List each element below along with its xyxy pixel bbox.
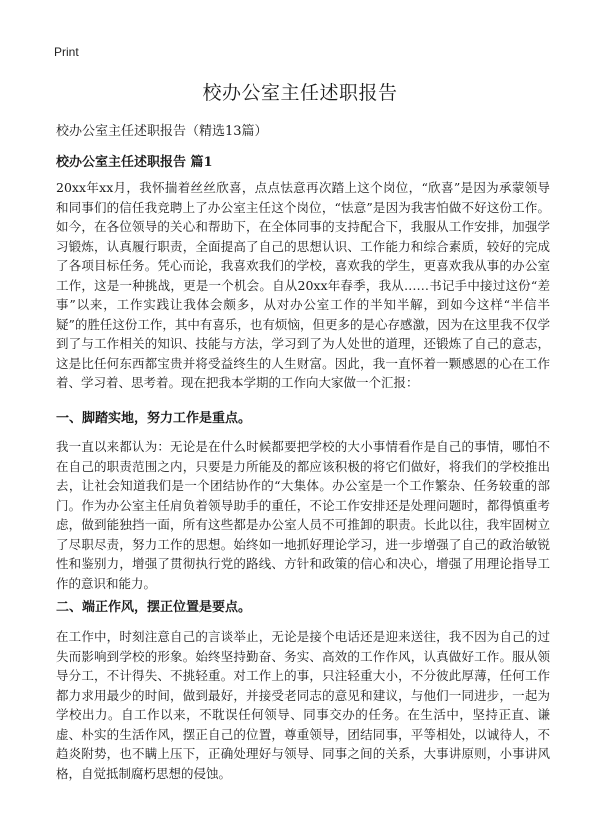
heading-1: 一、脚踏实地，努力工作是重点。 — [56, 411, 252, 426]
paragraph-3: 在工作中，时刻注意自己的言谈举止，无论是接个电话还是迎来送往，我不因为自己的过失而影响到学校的形象。始终坚持勤奋、务实、高效的工作作风，认真做好工作。服从领导分工，不计得失、不挑轻重。对工作上的事，只注轻重大小，不分彼此厚薄，任何工作都力求用最少的时间，做到最好，并接受老同志的意见和建议，与他们一同进步，一起为学校出力。自工作以来，不耽误任何领导、同事交办的任务。在生活中，坚持正直、谦虚、朴实的生活作风，摆正自己的位置，尊重领导，团结同事，平等相处，以诚待人，不趋炎附势，也不瞒上压下，正确处理好与领导、同事之间的关系，大事讲原则，小事讲风格，自觉抵制腐朽思想的侵蚀。 — [56, 629, 550, 781]
document-title: 校办公室主任述职报告 — [202, 82, 398, 104]
heading-2: 二、端正作风，摆正位置是要点。 — [56, 600, 252, 615]
section-title: 校办公室主任述职报告 篇1 — [56, 155, 213, 170]
paragraph-1: 20xx年xx月，我怀揣着丝丝欣喜，点点怯意再次踏上这个岗位，“欣喜”是因为承蒙领导和同事们的信任我竞聘上了办公室主任这个岗位，“怯意”是因为我害怕做不好这份工作。如今，在各位领导的关心和帮助下，在全体同事的支持配合下，我服从工作安排，加强学习锻炼，认真履行职责，全面提高了自己的思想认识、工作能力和综合素质，较好的完成了各项目标任务。凭心而论，我喜欢我们的学校，喜欢我的学生，更喜欢我从事的办公室工作，这是一种挑战，更是一个机会。自从20xx年春季，我从……书记手中接过这份“差事”以来，工作实践让我体会颇多，从对办公室工作的半知半解，到如今这样“半信半疑”的胜任这份工作，其中有喜乐，也有烦恼，但更多的是心存感激，因为在这里我不仅学到了与工作相关的知识、技能与方法，学习到了为人处世的道理，还锻炼了自己的意志，这是比任何东西都宝贵并将受益终生的人生财富。因此，我一直怀着一颗感恩的心在工作着、学习着、思考着。现在把我本学期的工作向大家做一个汇报： — [56, 180, 550, 390]
document-subtitle: 校办公室主任述职报告（精选13篇） — [56, 124, 268, 139]
print-link[interactable]: Print — [54, 45, 79, 59]
paragraph-2: 我一直以来都认为：无论是在什么时候都要把学校的大小事情看作是自己的事情，哪怕不在自己的职责范围之内，只要是力所能及的都应该积极的将它们做好，将我们的学校推出去，让社会知道我们是一个团结协作的“大集体。办公室是一个工作繁杂、任务较重的部门。作为办公室主任肩负着领导助手的重任，不论工作安排还是处理问题时，都得慎重考虑，做到能独挡一面，所有这些都是办公室人员不可推卸的职责。长此以往，我牢固树立了尽职尽责，努力工作的思想。始终如一地抓好理论学习，进一步增强了自己的政治敏锐性和鉴别力，增强了贯彻执行党的路线、方针和政策的信心和决心，增强了用理论指导工作的意识和能力。 — [56, 439, 550, 591]
